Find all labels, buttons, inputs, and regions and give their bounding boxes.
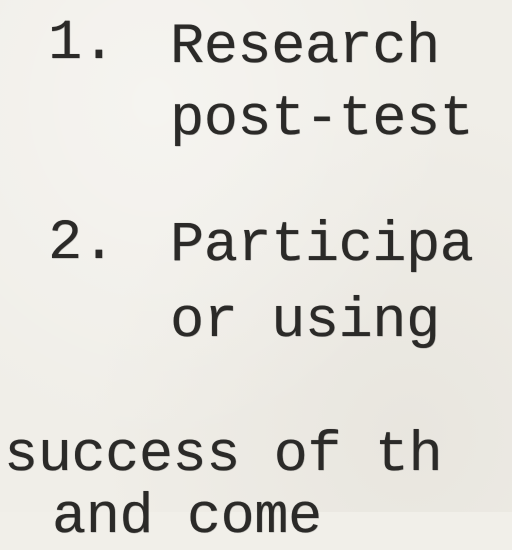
item-2-line-2: or using [170,290,440,354]
item-1-number: 1. [48,12,116,76]
item-1-line-1: Research [170,16,440,80]
body-line-success: success of th [4,424,443,488]
body-line-partial: and come [52,486,322,550]
item-2-number: 2. [48,212,116,276]
item-2-line-1: Participa [170,214,474,278]
item-1-line-2: post-test [170,88,474,152]
